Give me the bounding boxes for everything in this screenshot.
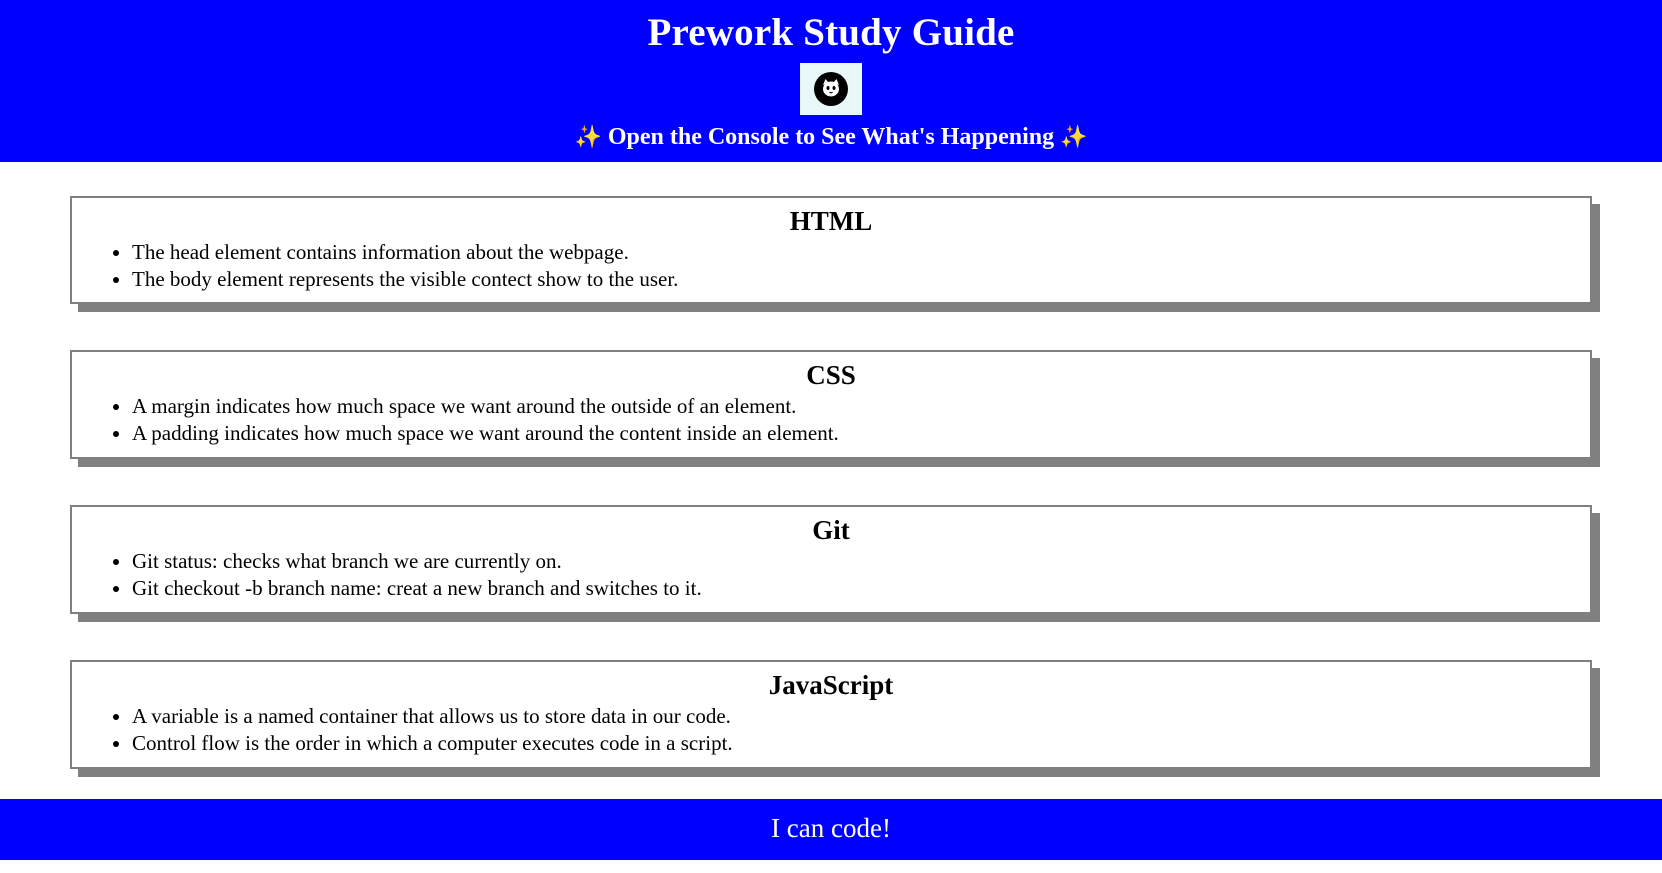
list-item: • Git status: checks what branch we are currently on. (132, 548, 1590, 575)
section-title: CSS (806, 360, 856, 391)
list-item: • A variable is a named container that allows us to store data in our code. (132, 703, 1590, 730)
list-item: • The head element contains information about the webpage. (132, 239, 1590, 266)
sparkle-left-icon: ✨ (574, 123, 602, 149)
section-card-css (70, 350, 1592, 459)
list-item: • Git checkout -b branch name: creat a new branch and switches to it. (132, 575, 1590, 602)
section-list (72, 548, 1590, 602)
section-title: Git (812, 515, 850, 546)
logo-wrap (0, 63, 1662, 115)
section-card-git (70, 505, 1592, 614)
main-content (0, 162, 1662, 769)
site-footer (0, 799, 1662, 860)
section-list (72, 703, 1590, 757)
section-list (72, 393, 1590, 447)
cat-avatar-icon (814, 72, 848, 106)
section-title: JavaScript (768, 669, 894, 700)
logo-box (800, 63, 862, 115)
list-item: • A margin indicates how much space we want around the outside of an element. (132, 393, 1590, 420)
section-card-javascript (70, 660, 1592, 769)
section-list (72, 239, 1590, 293)
console-note (0, 119, 1662, 154)
section-card-html (70, 196, 1592, 305)
section-title: HTML (789, 205, 873, 236)
site-header (0, 0, 1662, 162)
list-item: • The body element represents the visible contect show to the user. (132, 266, 1590, 293)
page-title: Prework Study Guide (647, 11, 1015, 54)
list-item: • A padding indicates how much space we want around the content inside an element. (132, 420, 1590, 447)
sparkle-right-icon: ✨ (1060, 123, 1088, 149)
footer-text: I can code! (771, 812, 891, 843)
list-item: • Control flow is the order in which a computer executes code in a script. (132, 730, 1590, 757)
console-note-label: Open the Console to See What's Happening (607, 123, 1055, 150)
